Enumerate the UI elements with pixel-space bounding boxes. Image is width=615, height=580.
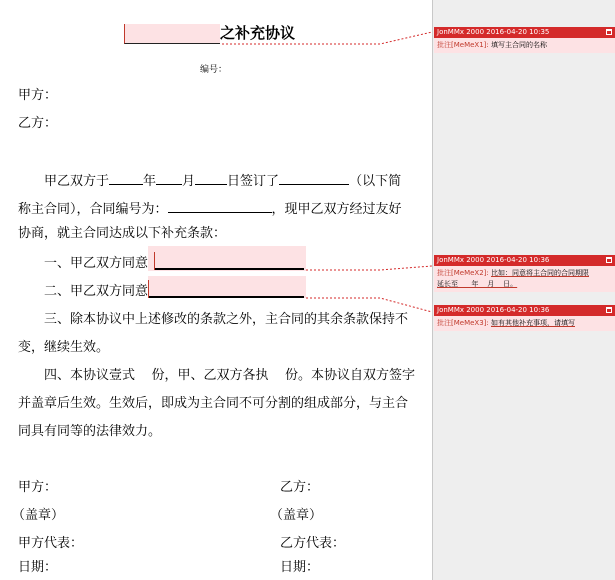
clause3-line1: 三、除本协议中上述修改的条款之外，主合同的其余条款保持不 bbox=[44, 312, 409, 327]
comment-3-text: 如有其他补充事项，请填写 bbox=[491, 319, 575, 327]
sign-date-a: 日期： bbox=[18, 560, 58, 575]
delete-icon[interactable] bbox=[606, 257, 612, 263]
contract-name-blank[interactable] bbox=[124, 24, 220, 44]
contract-number-blank[interactable] bbox=[168, 198, 272, 213]
party-a-label: 甲方： bbox=[18, 88, 58, 103]
delete-icon[interactable] bbox=[606, 29, 612, 35]
comment-3-header bbox=[434, 305, 615, 316]
comment-2-meta: JonMMx 2000 2016-04-20 10:36 bbox=[437, 256, 550, 264]
comment-2-header bbox=[434, 255, 615, 266]
comment-3[interactable] bbox=[434, 305, 615, 331]
sign-date-b: 日期： bbox=[280, 560, 320, 575]
day-blank[interactable] bbox=[195, 170, 227, 185]
sign-party-a: 甲方： bbox=[18, 480, 58, 495]
clause2-underline bbox=[148, 296, 304, 298]
month-blank[interactable] bbox=[156, 170, 182, 185]
para1-hereinafter: （以下简 bbox=[349, 174, 402, 189]
delete-icon[interactable] bbox=[606, 307, 612, 313]
clause2-highlight[interactable] bbox=[148, 276, 306, 298]
comment-1-meta: JonMMx 2000 2016-04-20 10:35 bbox=[437, 28, 550, 36]
contract-blank[interactable] bbox=[279, 170, 349, 185]
clause4-line1: 四、本协议壹式 份，甲、乙双方各执 份。本协议自双方签字 bbox=[44, 368, 416, 383]
title-suffix: 之补充协议 bbox=[220, 24, 296, 42]
para1-line1 bbox=[44, 170, 401, 190]
clause1-underline bbox=[154, 268, 304, 270]
clause2-cursor bbox=[148, 280, 149, 298]
sign-seal-a: （盖章） bbox=[12, 508, 65, 523]
document-title[interactable] bbox=[124, 22, 295, 44]
year-blank[interactable] bbox=[109, 170, 143, 185]
sign-rep-a: 甲方代表： bbox=[18, 536, 84, 551]
comment-1-header bbox=[434, 27, 615, 38]
clause3-line2: 变，继续生效。 bbox=[18, 340, 110, 355]
comment-1-prefix: 批注[MeMeX1]: bbox=[437, 41, 489, 49]
comment-2[interactable] bbox=[434, 255, 615, 292]
comment-2-text: 比如：同意将主合同的合同期限 bbox=[491, 269, 589, 277]
comment-1-text: 填写主合同的名称 bbox=[491, 41, 547, 49]
comment-1[interactable] bbox=[434, 27, 615, 53]
para1-text-a: 甲乙双方于 bbox=[44, 174, 110, 189]
comment-2-body[interactable] bbox=[434, 266, 615, 292]
para1-month: 月 bbox=[182, 174, 196, 189]
para1-year: 年 bbox=[143, 174, 157, 189]
para1-line2 bbox=[18, 198, 402, 218]
sign-seal-b: （盖章） bbox=[270, 508, 323, 523]
clause4-line2: 并盖章后生效。生效后，即成为主合同不可分割的组成部分，与主合 bbox=[18, 396, 409, 411]
sign-party-b: 乙方： bbox=[280, 480, 320, 495]
comments-pane[interactable] bbox=[432, 0, 615, 580]
clause4-line3: 同具有同等的法律效力。 bbox=[18, 424, 162, 439]
para1-contract-no-label: 称主合同），合同编号为： bbox=[18, 202, 168, 217]
comment-3-prefix: 批注[MeMeX3]: bbox=[437, 319, 489, 327]
para1-friendly: ，现甲乙双方经过友好 bbox=[271, 202, 402, 217]
para1-line3: 协商，就主合同达成以下补充条款： bbox=[18, 226, 227, 241]
comment-3-body[interactable] bbox=[434, 316, 615, 331]
clause1-text: 一、甲乙双方同意 bbox=[44, 256, 149, 271]
comment-1-body[interactable] bbox=[434, 38, 615, 53]
number-label: 编号： bbox=[200, 65, 228, 75]
clause1-cursor bbox=[154, 252, 155, 270]
comment-2-text-line2: 延长至 年 月 日。 bbox=[437, 280, 518, 288]
clause2-text: 二、甲乙双方同意 bbox=[44, 284, 149, 299]
comment-2-prefix: 批注[MeMeX2]: bbox=[437, 269, 489, 277]
para1-signed: 日签订了 bbox=[227, 174, 280, 189]
sign-rep-b: 乙方代表： bbox=[280, 536, 346, 551]
comment-3-meta: JonMMx 2000 2016-04-20 10:36 bbox=[437, 306, 550, 314]
party-b-label: 乙方： bbox=[18, 116, 58, 131]
